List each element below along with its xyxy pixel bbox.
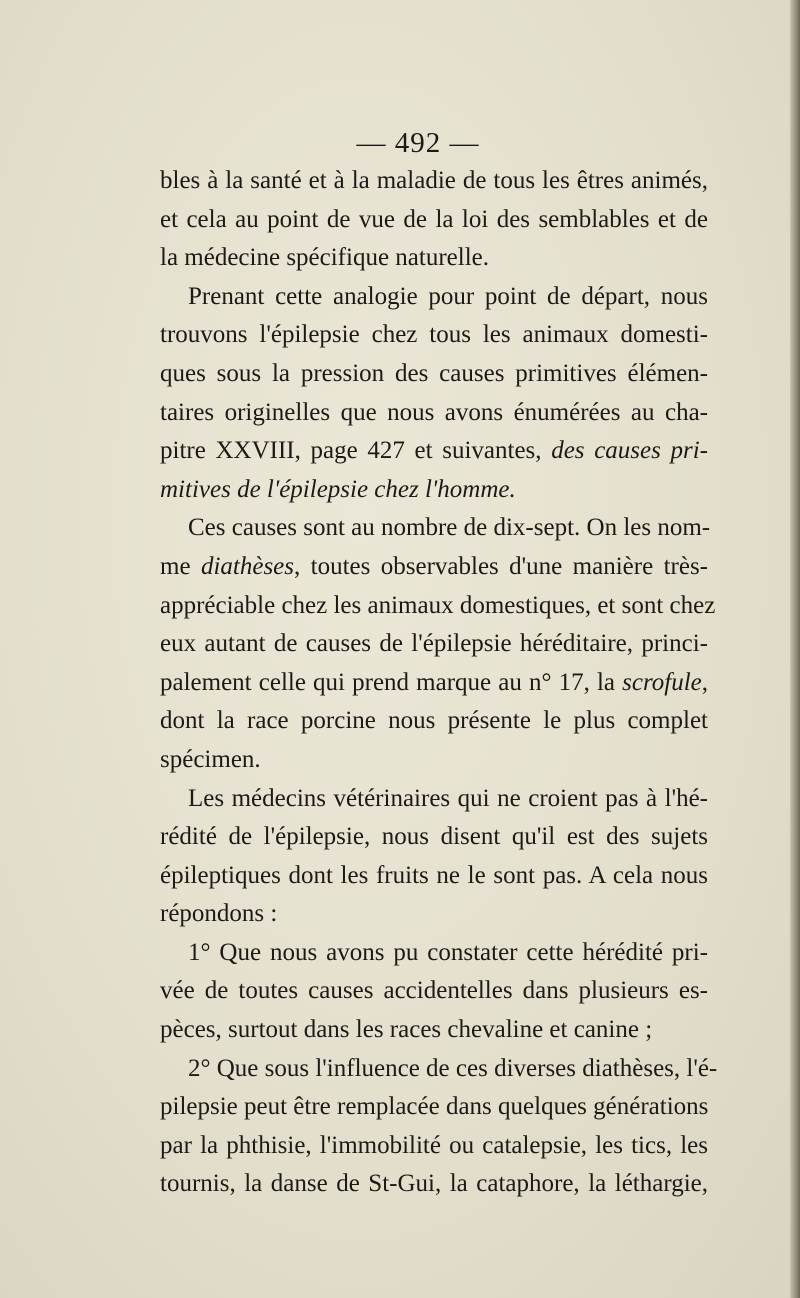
text-line — [160, 355, 708, 394]
text-line — [160, 1011, 708, 1050]
italic-text-segment: des causes pri- — [551, 437, 708, 465]
text-segment: 1° Que nous avons pu constater cette hérédité pri- — [188, 938, 708, 966]
text-segment: Prenant cette analogie pour point de départ, nous — [188, 282, 708, 310]
text-line — [160, 201, 708, 240]
text-line — [160, 780, 708, 819]
text-segment: tournis, la danse de St-Gui, la cataphore, la léthargie, — [160, 1170, 708, 1198]
text-segment: trouvons l'épilepsie chez tous les animaux domesti- — [160, 321, 708, 349]
text-line — [160, 1088, 708, 1127]
text-line — [160, 818, 708, 857]
text-line — [160, 1050, 718, 1089]
text-segment: répondons : — [160, 900, 278, 928]
italic-text-segment: mitives de l'épilepsie chez l'homme. — [160, 475, 516, 503]
text-segment: la médecine spécifique naturelle. — [160, 244, 490, 272]
text-line — [160, 1165, 708, 1204]
text-segment: , toutes observables d'une manière très- — [294, 552, 709, 580]
text-line — [160, 432, 708, 471]
text-line — [160, 316, 708, 355]
text-line — [160, 664, 708, 703]
text-line — [160, 895, 708, 934]
text-line — [160, 587, 716, 626]
text-line — [160, 741, 708, 780]
text-segment: ques sous la pression des causes primitives élémen- — [160, 359, 708, 387]
text-line — [160, 702, 708, 741]
text-line — [160, 857, 708, 896]
text-segment: spécimen. — [160, 745, 261, 773]
text-segment: vée de toutes causes accidentelles dans plusieurs es- — [160, 977, 708, 1005]
text-segment: appréciable chez les animaux domestiques, et sont chez — [160, 591, 716, 619]
text-segment: pitre XXVIII, page 427 et suivantes, — [160, 437, 552, 465]
text-line — [160, 1127, 708, 1166]
text-segment: pilepsie peut être remplacée dans quelques générations — [160, 1093, 709, 1121]
text-line — [160, 972, 708, 1011]
text-segment: et cela au point de vue de la loi des semblables et de — [160, 205, 708, 233]
text-line — [160, 278, 708, 317]
text-segment: pèces, surtout dans les races chevaline et canine ; — [160, 1016, 653, 1044]
text-segment: rédité de l'épilepsie, nous disent qu'il est des sujets — [160, 823, 708, 851]
text-line — [160, 548, 708, 587]
page-edge-shadow — [790, 0, 800, 1298]
text-line — [160, 934, 708, 973]
text-line — [160, 509, 711, 548]
text-segment: bles à la santé et à la maladie de tous les êtres animés, — [160, 167, 708, 194]
text-segment: 2° Que sous l'influence de ces diverses diathèses, l'é- — [188, 1054, 718, 1082]
body-text — [160, 162, 718, 1204]
text-segment: eux autant de causes de l'épilepsie héréditaire, princi- — [160, 630, 708, 658]
text-segment: taires originelles que nous avons énumérées au cha- — [160, 398, 708, 426]
text-segment: , — [701, 668, 708, 696]
text-line — [160, 239, 708, 278]
text-line — [160, 471, 708, 510]
italic-text-segment: diathèses — [200, 552, 294, 580]
page-number: — 492 — — [356, 127, 480, 159]
text-segment: Ces causes sont au nombre de dix-sept. On les nom- — [188, 514, 711, 542]
text-segment: Les médecins vétérinaires qui ne croient pas à l'hé- — [188, 784, 708, 812]
text-line — [160, 625, 708, 664]
text-segment: me — [160, 552, 201, 580]
text-segment: par la phthisie, l'immobilité ou catalepsie, les tics, les — [160, 1131, 708, 1159]
text-segment: épileptiques dont les fruits ne le sont pas. A cela nous — [160, 861, 708, 889]
text-segment: dont la race porcine nous présente le plus complet — [160, 707, 708, 735]
text-line — [160, 162, 708, 201]
text-line — [160, 394, 708, 433]
text-segment: palement celle qui prend marque au n° 17, la — [160, 668, 623, 696]
italic-text-segment: scrofule — [622, 668, 702, 696]
